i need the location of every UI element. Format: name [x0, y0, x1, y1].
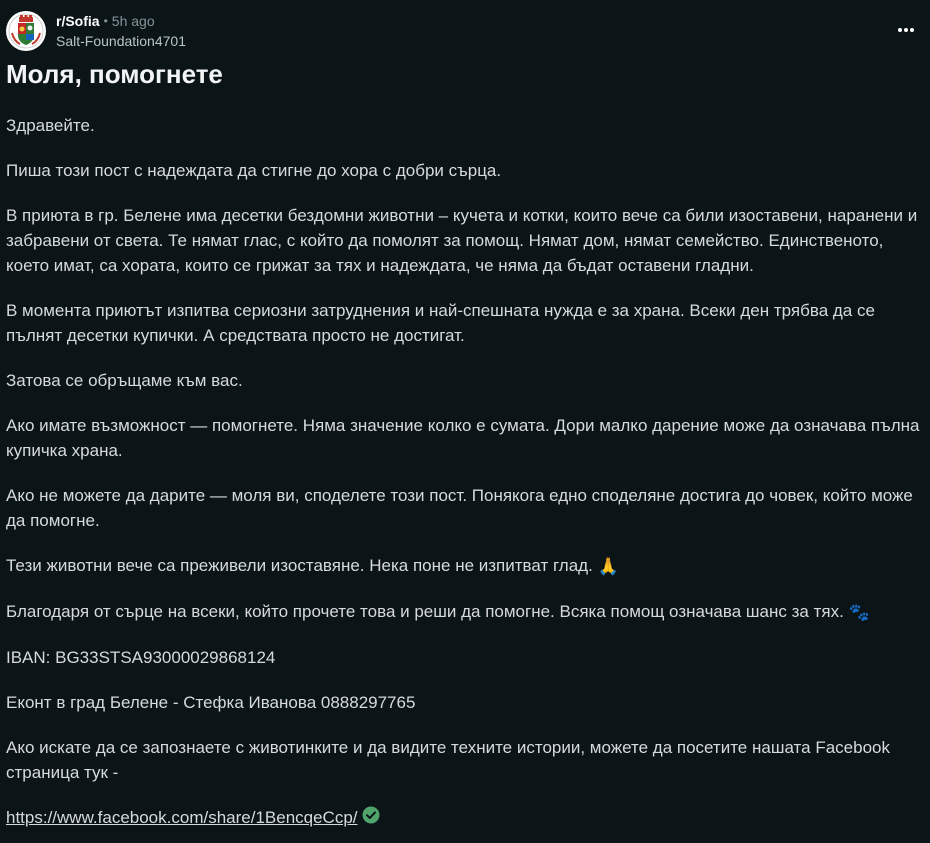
paragraph-with-emoji	[6, 553, 921, 579]
post-body	[6, 113, 921, 843]
paragraph-text: Благодаря от сърце на всеки, който прочете това и реши да помогне. Всяка помощ означава шанс за тях.	[6, 602, 844, 622]
paragraph-text: Тези животни вече са преживели изоставяне. Нека поне не изпитват глад.	[6, 556, 593, 575]
paragraph: В момента приютът изпитва сериозни затруднения и най-спешната нужда е за храна. Всеки ден трябва да се пълнят десетки купички. А средствата просто не достигат.	[6, 301, 875, 345]
pray-emoji-icon: 🙏	[597, 557, 619, 577]
paw-emoji-icon: 🐾	[848, 603, 870, 623]
paragraph: Ако искате да се запознаете с животинките и да видите техните истории, можете да посетите нашата Facebook страница тук -	[6, 738, 890, 783]
post-title: Моля, помогнете	[6, 59, 223, 89]
subreddit-avatar[interactable]	[6, 11, 46, 51]
facebook-link[interactable]: https://www.facebook.com/share/1BencqeCcp/	[6, 808, 358, 828]
paragraph: Здравейте.	[6, 116, 95, 135]
paragraph: В приюта в гр. Белене има десетки бездомни животни – кучета и котки, които вече са били изоставени, наранени и забравени от света. Те нямат глас, с който да помолят за помощ. Нямат дом, нямат семейство. Единственото, което имат, са хората, които се грижат за тях и надеждата, че няма да бъдат оставени гладни.	[6, 206, 918, 275]
post-timestamp: 5h ago	[111, 13, 155, 29]
author-link[interactable]: Salt-Foundation4701	[56, 33, 186, 49]
iban-line: IBAN: BG33STSA93000029868124	[6, 648, 276, 668]
paragraph: Ако не можете да дарите — моля ви, споделете този пост. Понякога едно споделяне достига до човек, който може да помогне.	[6, 486, 913, 530]
sofia-coat-of-arms-icon	[8, 13, 44, 49]
verified-check-icon	[362, 806, 380, 831]
paragraph: Ако имате възможност — помогнете. Няма значение колко е сумата. Дори малко дарение може да означава пълна купичка храна.	[6, 416, 920, 460]
link-paragraph	[6, 805, 921, 831]
overflow-menu-button[interactable]	[894, 18, 918, 42]
subreddit-link[interactable]: r/Sofia	[56, 13, 100, 29]
contact-line: Еконт в град Белене - Стефка Иванова 0888297765	[6, 693, 416, 713]
post-header	[6, 10, 186, 52]
post-meta	[56, 11, 186, 51]
paragraph: Затова се обръщаме към вас.	[6, 371, 243, 390]
post-meta-top	[56, 11, 186, 31]
meta-separator: •	[103, 14, 108, 28]
more-horizontal-icon	[897, 27, 915, 33]
paragraph-with-emoji	[6, 599, 921, 625]
paragraph: Пиша този пост с надеждата да стигне до хора с добри сърца.	[6, 161, 502, 180]
